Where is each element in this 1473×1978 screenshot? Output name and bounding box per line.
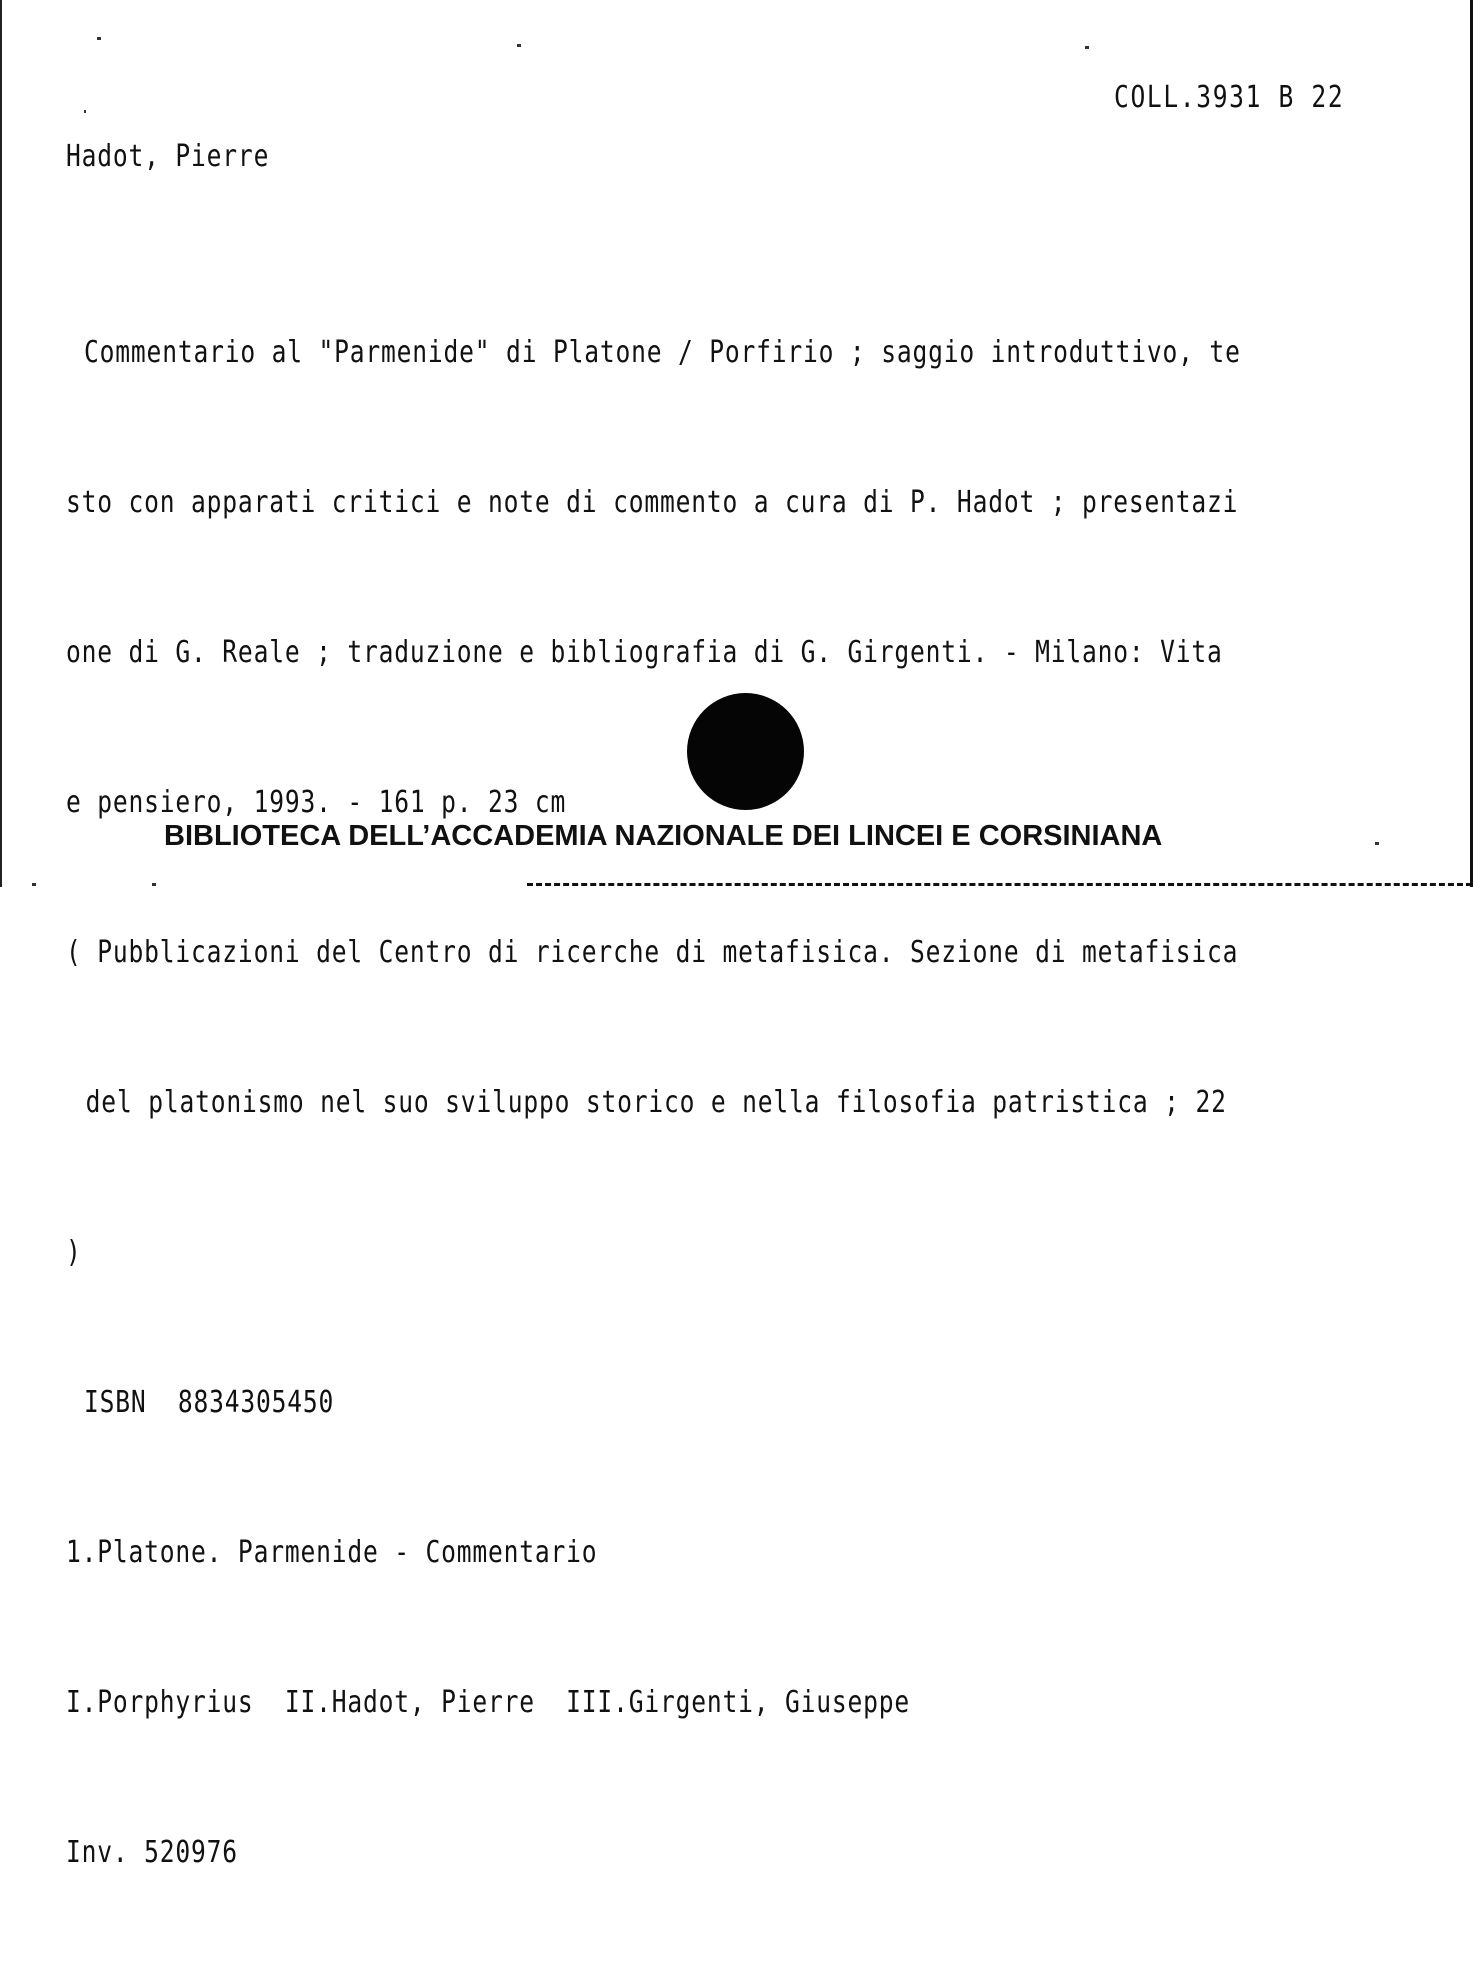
speck — [32, 883, 36, 886]
series-line: ( Pubblicazioni del Centro di ricerche di metafisica. Sezione di metafisica — [66, 935, 1239, 970]
description-block — [66, 228, 1241, 1978]
inventory-line: Inv. 520976 — [66, 1835, 238, 1870]
isbn-line: ISBN 8834305450 — [84, 1385, 335, 1420]
speck — [1375, 842, 1379, 845]
speck — [517, 44, 521, 47]
library-name: BIBLIOTECA DELL’ACCADEMIA NAZIONALE DEI LINCEI E CORSINIANA — [164, 820, 1163, 852]
series-line: ) — [66, 1235, 82, 1270]
punch-hole — [687, 693, 804, 810]
added-entries-line: I.Porphyrius II.Hadot, Pierre III.Girgenti, Giuseppe — [66, 1685, 911, 1720]
call-number: COLL.3931 B 22 — [1114, 80, 1345, 115]
author-heading: Hadot, Pierre — [66, 139, 270, 174]
series-line: del platonismo nel suo sviluppo storico e nella filosofia patristica ; 22 — [85, 1085, 1227, 1120]
subject-line: 1.Platone. Parmenide - Commentario — [66, 1535, 598, 1570]
description-line: sto con apparati critici e note di commento a cura di P. Hadot ; presentazi — [66, 485, 1239, 520]
speck — [84, 110, 86, 113]
speck — [1085, 46, 1089, 49]
speck — [152, 883, 156, 886]
speck — [97, 37, 101, 40]
description-line: one di G. Reale ; traduzione e bibliografia di G. Girgenti. - Milano: Vita — [66, 635, 1223, 670]
description-line: Commentario al "Parmenide" di Platone / Porfirio ; saggio introduttivo, te — [84, 335, 1241, 370]
bottom-dashed-edge — [527, 883, 1472, 886]
description-line: e pensiero, 1993. - 161 p. 23 cm — [66, 785, 567, 820]
